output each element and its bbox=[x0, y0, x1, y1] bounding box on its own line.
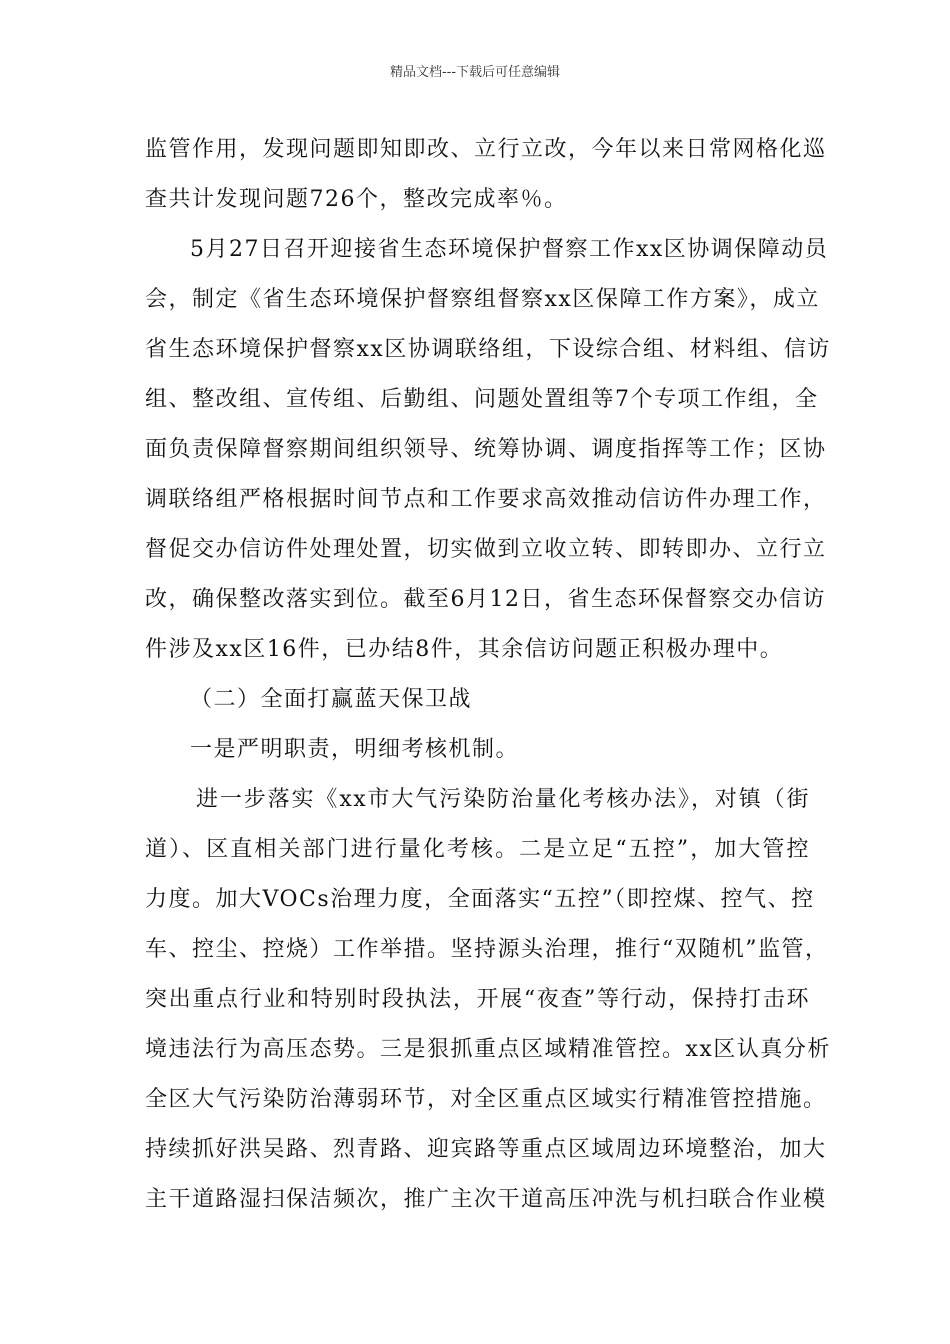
paragraph-line: 组、整改组、宣传组、后勤组、问题处置组等7个专项工作组，全 bbox=[145, 387, 819, 412]
paragraph-line: 督促交办信访件处理处置，切实做到立收立转、即转即办、立行立 bbox=[145, 537, 827, 562]
paragraph-line: 5月27日召开迎接省生态环境保护督察工作xx区协调保障动员 bbox=[190, 237, 829, 262]
section-heading: （二）全面打赢蓝天保卫战 bbox=[190, 687, 473, 712]
paragraph-line: 件涉及xx区16件，已办结8件，其余信访问题正积极办理中。 bbox=[145, 637, 784, 662]
paragraph-line: 力度。加大VOCs治理力度，全面落实“五控”（即控煤、控气、控 bbox=[145, 887, 815, 912]
paragraph-line: 面负责保障督察期间组织领导、统筹协调、调度指挥等工作；区协 bbox=[145, 437, 827, 462]
paragraph-line: 持续抓好洪吴路、烈青路、迎宾路等重点区域周边环境整治，加大 bbox=[145, 1137, 827, 1162]
subsection-heading: 一是严明职责，明细考核机制。 bbox=[190, 737, 520, 762]
page-header: 精品文档---下载后可任意编辑 bbox=[389, 65, 561, 80]
paragraph-line: 道）、区直相关部门进行量化考核。二是立足“五控”，加大管控 bbox=[145, 837, 810, 862]
paragraph-line: 突出重点行业和特别时段执法，开展“夜查”等行动，保持打击环 bbox=[145, 987, 810, 1012]
paragraph-line: 调联络组严格根据时间节点和工作要求高效推动信访件办理工作， bbox=[145, 487, 827, 512]
paragraph-line: 改，确保整改落实到位。截至6月12日，省生态环保督察交办信访 bbox=[145, 587, 826, 612]
paragraph-line: 进一步落实《xx市大气污染防治量化考核办法》，对镇（街 bbox=[196, 787, 810, 812]
paragraph-line: 省生态环境保护督察xx区协调联络组，下设综合组、材料组、信访 bbox=[145, 337, 831, 362]
paragraph-line: 监管作用，发现问题即知即改、立行立改，今年以来日常网格化巡 bbox=[145, 137, 827, 162]
paragraph-line: 全区大气污染防治薄弱环节，对全区重点区域实行精准管控措施。 bbox=[145, 1087, 827, 1112]
paragraph-line: 会，制定《省生态环境保护督察组督察xx区保障工作方案》，成立 bbox=[145, 287, 820, 312]
paragraph-line: 查共计发现问题726个，整改完成率％。 bbox=[145, 187, 568, 212]
paragraph-line: 主干道路湿扫保洁频次，推广主次干道高压冲洗与机扫联合作业模 bbox=[145, 1187, 827, 1212]
paragraph-line: 车、控尘、控烧）工作举措。坚持源头治理，推行“双随机”监管， bbox=[145, 937, 829, 962]
paragraph-line: 境违法行为高压态势。三是狠抓重点区域精准管控。xx区认真分析 bbox=[145, 1037, 831, 1062]
